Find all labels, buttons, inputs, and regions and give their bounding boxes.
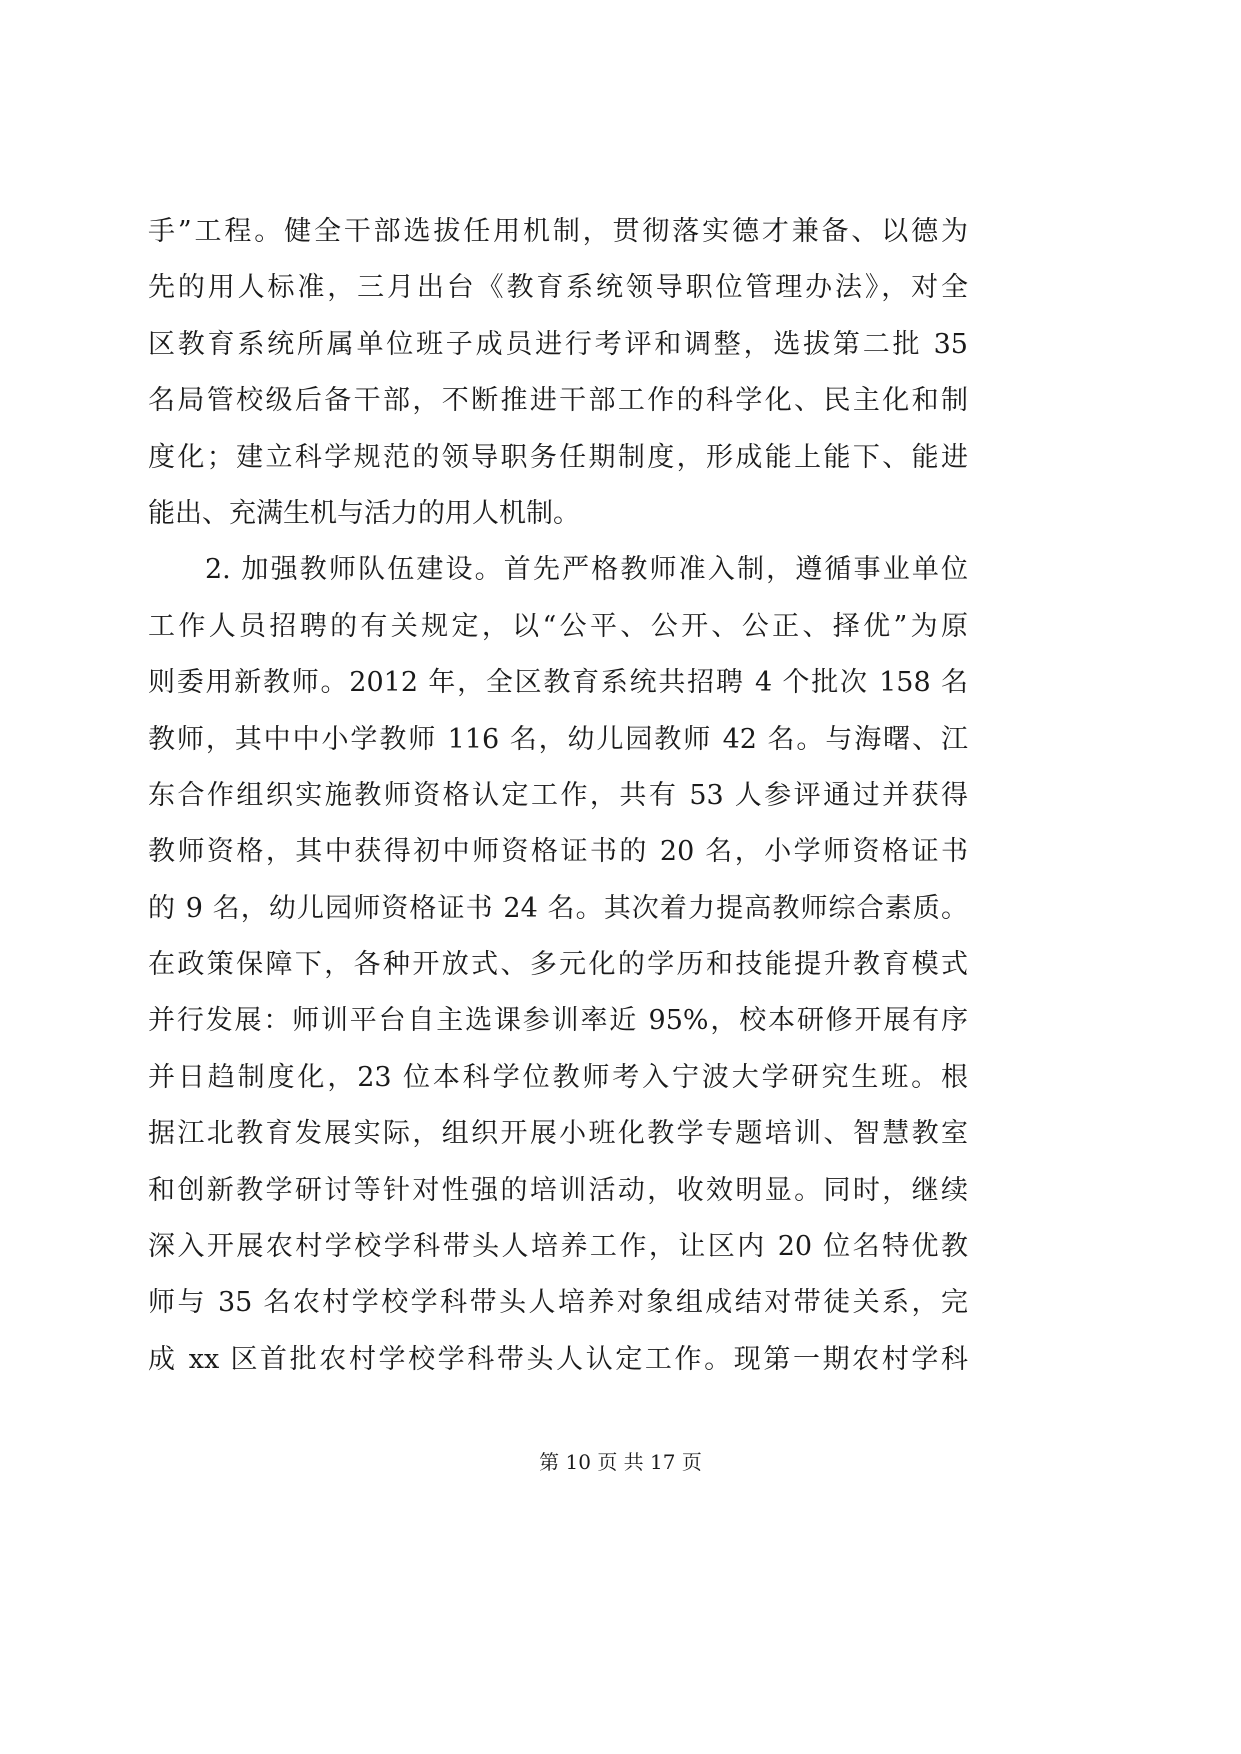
text-line: 则委用新教师。2012 年，全区教育系统共招聘 4 个批次 158 名 — [148, 667, 968, 699]
text-line: 在政策保障下，各种开放式、多元化的学历和技能提升教育模式 — [148, 949, 968, 981]
text-line: 2. 加强教师队伍建设。首先严格教师准入制，遵循事业单位 — [205, 554, 968, 586]
text-line: 和创新教学研讨等针对性强的培训活动，收效明显。同时，继续 — [148, 1174, 968, 1206]
paragraph-2 — [148, 542, 968, 1388]
text-line: 手”工程。健全干部选拔任用机制，贯彻落实德才兼备、以德为 — [148, 216, 968, 247]
text-line: 师与 35 名农村学校学科带头人培养对象组成结对带徒关系，完 — [148, 1287, 968, 1319]
body-text — [148, 204, 968, 1388]
text-line: 并行发展：师训平台自主选课参训率近 95%，校本研修开展有序 — [148, 1005, 968, 1037]
text-line: 区教育系统所属单位班子成员进行考评和调整，选拔第二批 35 — [148, 328, 968, 360]
text-line: 能出、充满生机与活力的用人机制。 — [148, 497, 580, 529]
text-line: 名局管校级后备干部，不断推进干部工作的科学化、民主化和制 — [148, 385, 968, 417]
text-line: 度化；建立科学规范的领导职务任期制度，形成能上能下、能进 — [148, 441, 968, 473]
text-line: 教师，其中中小学教师 116 名，幼儿园教师 42 名。与海曙、江 — [148, 723, 968, 755]
text-line: 深入开展农村学校学科带头人培养工作，让区内 20 位名特优教 — [148, 1231, 968, 1263]
text-line: 东合作组织实施教师资格认定工作，共有 53 人参评通过并获得 — [148, 779, 968, 811]
text-line: 的 9 名，幼儿园师资格证书 24 名。其次着力提高教师综合素质。 — [148, 892, 968, 924]
text-line: 教师资格，其中获得初中师资格证书的 20 名，小学师资格证书 — [148, 836, 968, 868]
text-line: 成 xx 区首批农村学校学科带头人认定工作。现第一期农村学科 — [148, 1343, 968, 1375]
text-line: 先的用人标准，三月出台《教育系统领导职位管理办法》，对全 — [148, 272, 968, 304]
text-line: 工作人员招聘的有关规定，以“公平、公开、公正、择优”为原 — [148, 610, 968, 642]
text-line: 据江北教育发展实际，组织开展小班化教学专题培训、智慧教室 — [148, 1118, 968, 1150]
paragraph-1 — [148, 204, 968, 542]
page-number-footer: 第 10 页 共 17 页 — [539, 1450, 702, 1474]
text-line: 并日趋制度化，23 位本科学位教师考入宁波大学研究生班。根 — [148, 1061, 968, 1093]
